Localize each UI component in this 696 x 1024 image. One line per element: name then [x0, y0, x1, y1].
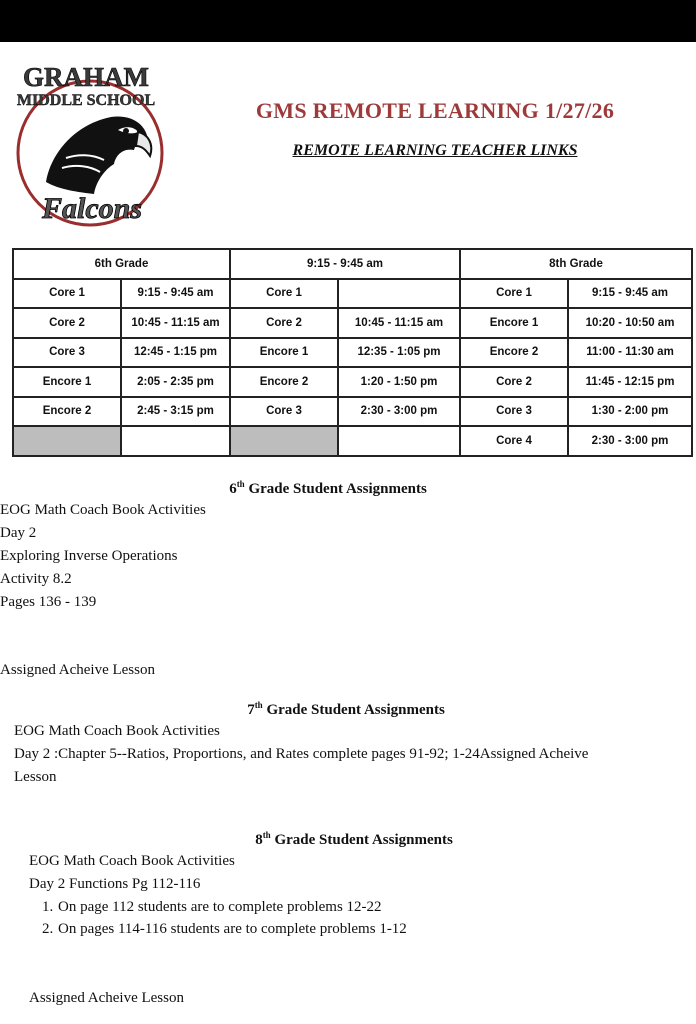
grade8-line: Day 2 Functions Pg 112-116: [29, 876, 201, 892]
page-title: GMS REMOTE LEARNING 1/27/26: [255, 98, 615, 123]
grade7-heading: [0, 700, 692, 719]
grade8-heading-text: Grade Student Assignments: [274, 832, 453, 848]
schedule-row: [13, 367, 692, 397]
grade6-line: Pages 136 - 139: [0, 594, 97, 610]
cell-label: Core 2: [13, 308, 121, 338]
schedule-header-row: [13, 249, 692, 279]
cell-label: Encore 1: [460, 308, 568, 338]
cell-label: Core 2: [230, 308, 338, 338]
cell-label: Core 3: [13, 338, 121, 368]
grade6-number: 6: [229, 481, 237, 497]
cell-time: 2:30 - 3:00 pm: [568, 426, 692, 456]
grade7-heading-text: Grade Student Assignments: [266, 702, 445, 718]
grade8-heading: [0, 830, 696, 849]
cell-time: 2:45 - 3:15 pm: [121, 397, 230, 427]
list-number: 1.: [42, 899, 54, 915]
cell-label: Core 3: [460, 397, 568, 427]
grade6-line: EOG Math Coach Book Activities: [0, 502, 206, 518]
header-6th-grade: 6th Grade: [13, 249, 230, 279]
cell-empty: [338, 426, 460, 456]
grade6-footer: Assigned Acheive Lesson: [0, 662, 155, 678]
cell-time: 11:45 - 12:15 pm: [568, 367, 692, 397]
cell-time: 10:45 - 11:15 am: [121, 308, 230, 338]
cell-time: 9:15 - 9:45 am: [121, 279, 230, 309]
header-7th-grade-time: 9:15 - 9:45 am: [230, 249, 460, 279]
grade6-sup: th: [236, 479, 245, 489]
schedule-row: [13, 397, 692, 427]
list-text: On pages 114-116 students are to complete problems 1-12: [58, 921, 407, 937]
cell-label: Core 1: [13, 279, 121, 309]
cell-time: 1:30 - 2:00 pm: [568, 397, 692, 427]
grade7-sup: th: [254, 700, 263, 710]
cell-label: Encore 2: [460, 338, 568, 368]
cell-label: Encore 2: [13, 397, 121, 427]
logo-word-middle-school: MIDDLE SCHOOL: [16, 92, 156, 109]
school-logo: [6, 62, 174, 228]
schedule-row: [13, 308, 692, 338]
cell-label: Core 1: [460, 279, 568, 309]
grade8-line: EOG Math Coach Book Activities: [29, 853, 235, 869]
grade8-number: 8: [255, 832, 263, 848]
cell-time: 2:05 - 2:35 pm: [121, 367, 230, 397]
cell-label: Encore 1: [230, 338, 338, 368]
grade7-line: EOG Math Coach Book Activities: [14, 723, 220, 739]
logo-word-graham: GRAHAM: [23, 62, 149, 92]
schedule-row: [13, 279, 692, 309]
grade8-footer: Assigned Acheive Lesson: [29, 990, 184, 1006]
grade6-heading-text: Grade Student Assignments: [248, 481, 427, 497]
list-number: 2.: [42, 921, 54, 937]
cell-time: 2:30 - 3:00 pm: [338, 397, 460, 427]
cell-time: [338, 279, 460, 309]
grade7-line: Lesson: [14, 769, 57, 785]
grade7-number: 7: [247, 702, 255, 718]
list-text: On page 112 students are to complete problems 12-22: [58, 899, 382, 915]
teacher-links-subtitle[interactable]: REMOTE LEARNING TEACHER LINKS: [292, 142, 578, 159]
cell-empty-gray: [230, 426, 338, 456]
cell-time: 10:20 - 10:50 am: [568, 308, 692, 338]
schedule-row: [13, 426, 692, 456]
cell-empty-gray: [13, 426, 121, 456]
grade7-line: Day 2 :Chapter 5--Ratios, Proportions, and Rates complete pages 91-92; 1-24Assigned Acheive: [14, 746, 589, 762]
cell-time: 1:20 - 1:50 pm: [338, 367, 460, 397]
top-black-bar: [0, 0, 696, 42]
header-8th-grade: 8th Grade: [460, 249, 692, 279]
cell-label: Encore 1: [13, 367, 121, 397]
grade6-line: Day 2: [0, 525, 37, 541]
schedule-row: [13, 338, 692, 368]
schedule-table: [12, 248, 693, 457]
grade6-line: Exploring Inverse Operations: [0, 548, 178, 564]
cell-time: 12:45 - 1:15 pm: [121, 338, 230, 368]
cell-label: Core 4: [460, 426, 568, 456]
grade6-line: Activity 8.2: [0, 571, 72, 587]
cell-label: Encore 2: [230, 367, 338, 397]
cell-empty: [121, 426, 230, 456]
cell-time: 11:00 - 11:30 am: [568, 338, 692, 368]
logo-word-falcons: Falcons: [41, 192, 143, 225]
falcon-logo-icon: [6, 62, 174, 228]
cell-time: 12:35 - 1:05 pm: [338, 338, 460, 368]
grade8-list-item: [42, 899, 382, 916]
cell-label: Core 2: [460, 367, 568, 397]
cell-time: 9:15 - 9:45 am: [568, 279, 692, 309]
grade8-list-item: [42, 921, 407, 938]
cell-label: Core 3: [230, 397, 338, 427]
cell-label: Core 1: [230, 279, 338, 309]
grade6-heading: [0, 479, 656, 498]
cell-time: 10:45 - 11:15 am: [338, 308, 460, 338]
grade8-sup: th: [262, 830, 271, 840]
